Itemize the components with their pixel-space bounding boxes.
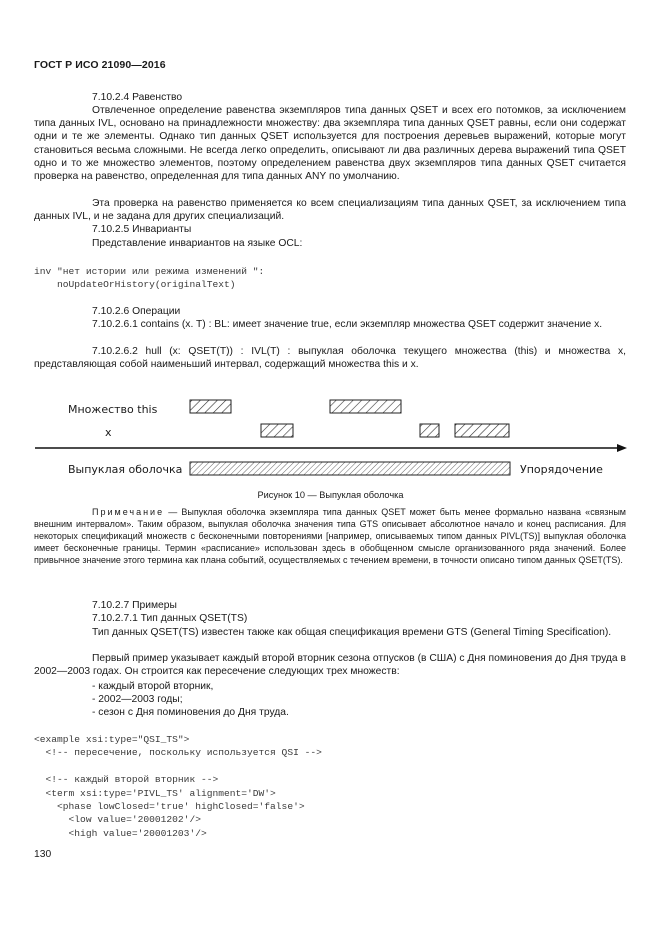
document-header: ГОСТ Р ИСО 21090—2016 [34,59,166,71]
ocl-code-block: inv "нет истории или режима изменений ": noUpdateOrHistory(originalText) [34,266,265,291]
set-this-interval-1 [190,400,231,413]
paragraph-example: Первый пример указывает каждый второй вторник сезона отпусков (в США) с Дня поминовения до Дня труда в 2002—2003 годах. Он строится как пересечение следующих трех множеств: [34,653,626,678]
paragraph-gts: Тип данных QSET(TS) известен также как общая спецификация времени GTS (General Timing Specification). [92,627,612,638]
label-set-x: x [105,426,112,439]
section-heading-7-10-2-4: 7.10.2.4 Равенство [92,92,183,103]
section-heading-7-10-2-5: 7.10.2.5 Инварианты [92,224,192,235]
note-label: Примечание [92,507,165,517]
figure-caption: Рисунок 10 — Выпуклая оболочка [257,490,404,500]
paragraph-equality-scope: Эта проверка на равенство применяется ко всем специализациям типа данных QSET, за исключением типа данных IVL, и не задана для других специализаций. [34,198,626,223]
list-item: - 2002—2003 годы; [92,694,183,705]
set-this-interval-2 [330,400,401,413]
set-x-interval-1 [261,424,293,437]
axis-arrowhead [617,444,627,452]
list-item: - сезон с Дня поминовения до Дня труда. [92,707,289,718]
note-paragraph [34,507,626,567]
label-convex-hull: Выпуклая оболочка [68,463,183,476]
convex-hull-figure [34,388,628,484]
label-set-this: Множество this [68,403,158,416]
label-ordering: Упорядочение [520,463,603,476]
section-heading-7-10-2-6: 7.10.2.6 Операции [92,306,181,317]
set-x-interval-3 [455,424,509,437]
paragraph-equality: Отвлеченное определение равенства экземпляров типа данных QSET и всех его потомков, за исключением типа данных IVL, основано на принадлежности множеству: два экземпляра типа данных QSET равны, если они содержат одни и те же элементы. Однако тип данных QSET используется для построения деревьев выражений, которые могут становиться весьма сложными. Не всегда легко определить, описывают ли два различных дерева выражений типа QSET одно и то же множество элементов, поэтому определением равенства двух экземпляров типа данных QSET считается проверка на равенство, определенная для типа данных ANY по умолчанию. [34,105,626,183]
paragraph-contains: 7.10.2.6.1 contains (x. T) : BL: имеет значение true, если экземпляр множества QSET содержит значение x. [92,319,603,330]
page-number: 130 [34,849,52,860]
xml-code-block: <example xsi:type="QSI_TS"> <!-- пересечение, поскольку используется QSI --> <!-- каждый второй вторник --> <term xsi:type='PIVL_TS' alignment='DW'> <phase lowClosed='true' highClosed='false'> <low value='20001202'/> <high value='20001203'/> [34,734,322,839]
section-heading-7-10-2-7: 7.10.2.7 Примеры [92,600,177,611]
convex-hull-interval [190,462,510,475]
set-x-interval-2 [420,424,439,437]
paragraph-hull: 7.10.2.6.2 hull (x: QSET(T)) : IVL(T) : выпуклая оболочка текущего множества (this) и множества x, представляющая собой наименьший интервал, содержащий множества this и x. [34,346,626,371]
ocl-intro: Представление инвариантов на языке OCL: [92,238,303,249]
note-text: — Выпуклая оболочка экземпляра типа данных QSET может быть менее формально названа «связным внешним интервалом». Таким образом, выпуклая оболочка значения типа GTS описывает абсолютное начало и конец расписания. Для некоторых спецификаций множеств с бесконечными повторениями [например, описываемых типом данных PIVL(TS)] выпуклая оболочка имеет бесконечные границы. Термин «расписание» использован здесь в обобщенном смысле организованного ряда значений. Более привычное значение этого термина как плана событий, осуществляемых с течением времени, в точности описано типом данных QSET(TS). [34,507,626,565]
section-heading-7-10-2-7-1: 7.10.2.7.1 Тип данных QSET(TS) [92,613,248,624]
list-item: - каждый второй вторник, [92,681,214,692]
